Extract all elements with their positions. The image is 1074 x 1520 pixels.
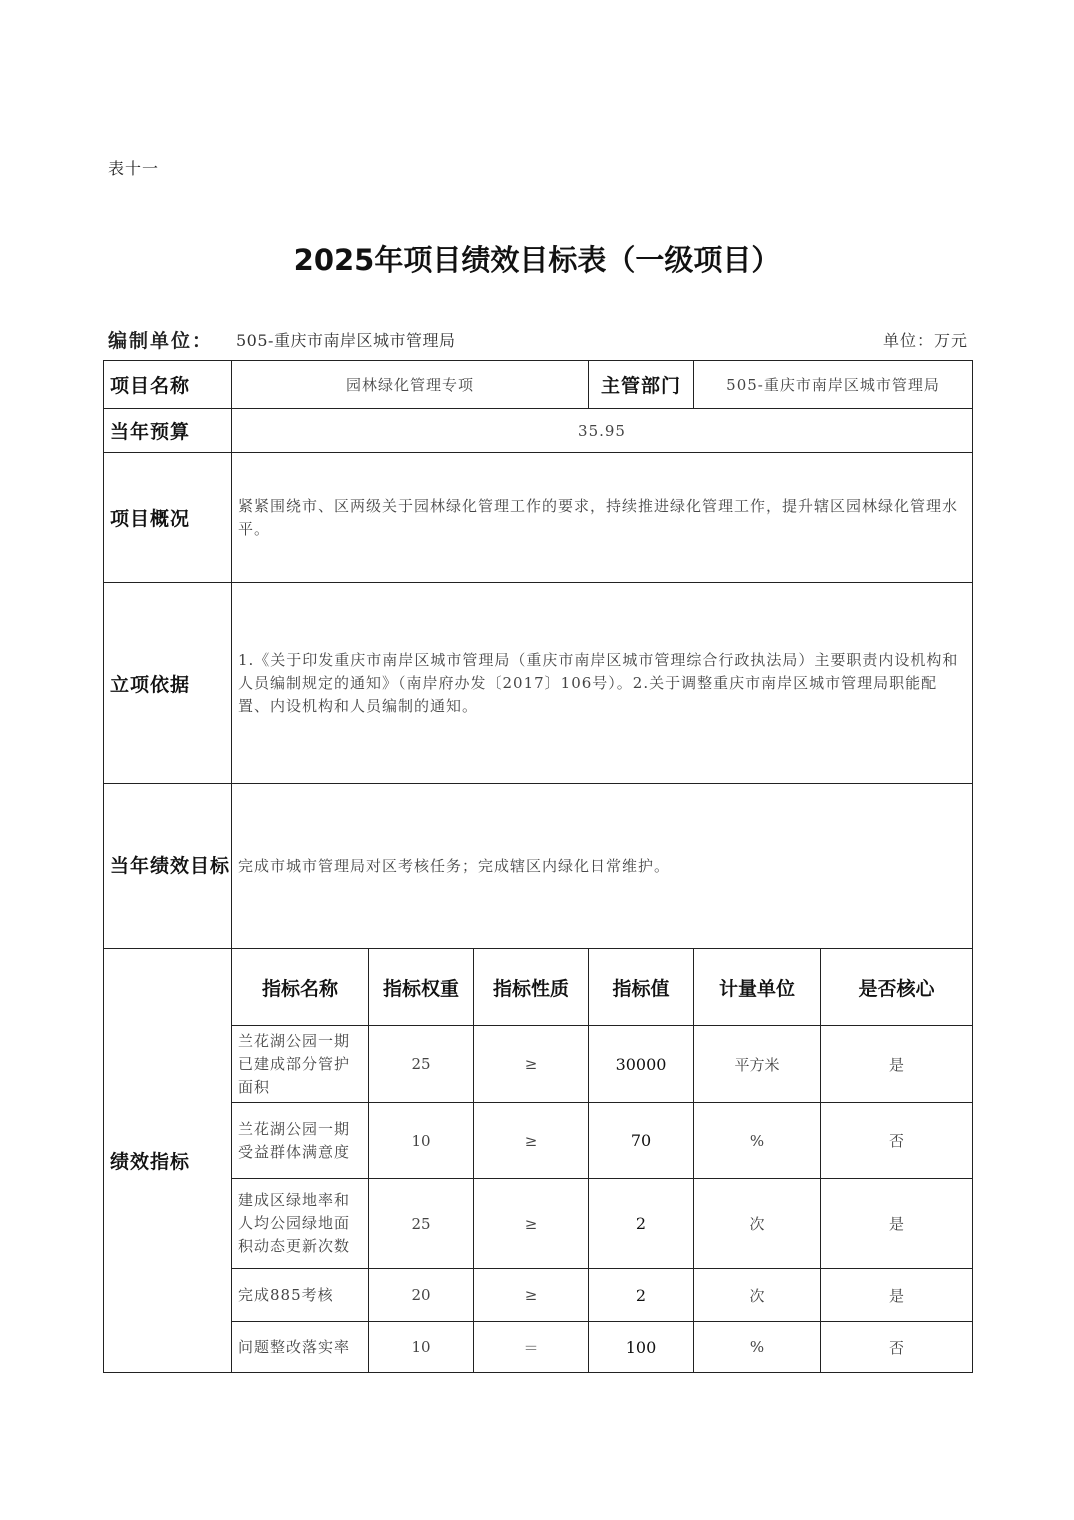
org-label: 编制单位： [108,330,214,352]
goal-row [104,784,973,949]
indicators-label: 绩效指标 [104,949,232,1373]
indicator-name: 问题整改落实率 [232,1322,369,1373]
indicator-name: 兰花湖公园一期受益群体满意度 [232,1103,369,1179]
project-name-value: 园林绿化管理专项 [232,361,589,409]
indicator-value: 30000 [589,1026,694,1103]
project-name-row [104,361,973,409]
indicator-unit: % [694,1103,821,1179]
indicator-weight: 20 [369,1269,474,1322]
indicator-header-row [104,949,973,1026]
overview-row [104,453,973,583]
indicator-unit: 次 [694,1179,821,1269]
budget-row [104,409,973,453]
basis-value: 1.《关于印发重庆市南岸区城市管理局（重庆市南岸区城市管理综合行政执法局）主要职责内设机构和人员编制规定的通知》（南岸府办发〔2017〕106号）。2.关于调整重庆市南岸区城市管理局职能配置、内设机构和人员编制的通知。 [232,583,973,784]
basis-label: 立项依据 [104,583,232,784]
header-indicator-name: 指标名称 [232,949,369,1026]
indicator-weight: 25 [369,1026,474,1103]
header-nature: 指标性质 [474,949,589,1026]
indicator-value: 70 [589,1103,694,1179]
indicator-weight: 10 [369,1103,474,1179]
indicator-name: 完成885考核 [232,1269,369,1322]
overview-value: 紧紧围绕市、区两级关于园林绿化管理工作的要求，持续推进绿化管理工作，提升辖区园林绿化管理水平。 [232,453,973,583]
indicator-name: 建成区绿地率和人均公园绿地面积动态更新次数 [232,1179,369,1269]
table-number: 表十一 [108,159,160,178]
indicator-core: 否 [821,1103,973,1179]
header-unit: 计量单位 [694,949,821,1026]
table-row [104,1322,973,1373]
indicator-unit: 次 [694,1269,821,1322]
indicator-nature: ≥ [474,1179,589,1269]
overview-label: 项目概况 [104,453,232,583]
indicator-core: 是 [821,1179,973,1269]
goal-value: 完成市城市管理局对区考核任务；完成辖区内绿化日常维护。 [232,784,973,949]
indicator-nature: ≥ [474,1103,589,1179]
header-core: 是否核心 [821,949,973,1026]
unit-label: 单位：万元 [882,331,968,350]
indicator-nature: ≥ [474,1026,589,1103]
performance-table [103,360,973,1373]
indicator-core: 是 [821,1269,973,1322]
budget-label: 当年预算 [104,409,232,453]
table-row [104,1179,973,1269]
indicator-core: 是 [821,1026,973,1103]
table-row [104,1269,973,1322]
indicator-weight: 10 [369,1322,474,1373]
indicator-value: 100 [589,1322,694,1373]
basis-row [104,583,973,784]
indicator-nature: ≥ [474,1269,589,1322]
org-value: 505-重庆市南岸区城市管理局 [236,331,456,350]
indicator-name: 兰花湖公园一期已建成部分管护面积 [232,1026,369,1103]
indicator-unit: 平方米 [694,1026,821,1103]
indicator-weight: 25 [369,1179,474,1269]
goal-label: 当年绩效目标 [104,784,232,949]
table-row [104,1026,973,1103]
indicator-core: 否 [821,1322,973,1373]
table-row [104,1103,973,1179]
indicator-value: 2 [589,1269,694,1322]
dept-value: 505-重庆市南岸区城市管理局 [694,361,973,409]
indicator-nature: ＝ [474,1322,589,1373]
dept-label: 主管部门 [589,361,694,409]
project-name-label: 项目名称 [104,361,232,409]
header-weight: 指标权重 [369,949,474,1026]
indicator-value: 2 [589,1179,694,1269]
budget-value: 35.95 [232,409,973,453]
indicator-unit: % [694,1322,821,1373]
header-value: 指标值 [589,949,694,1026]
page-title: 2025年项目绩效目标表（一级项目） [293,243,781,277]
